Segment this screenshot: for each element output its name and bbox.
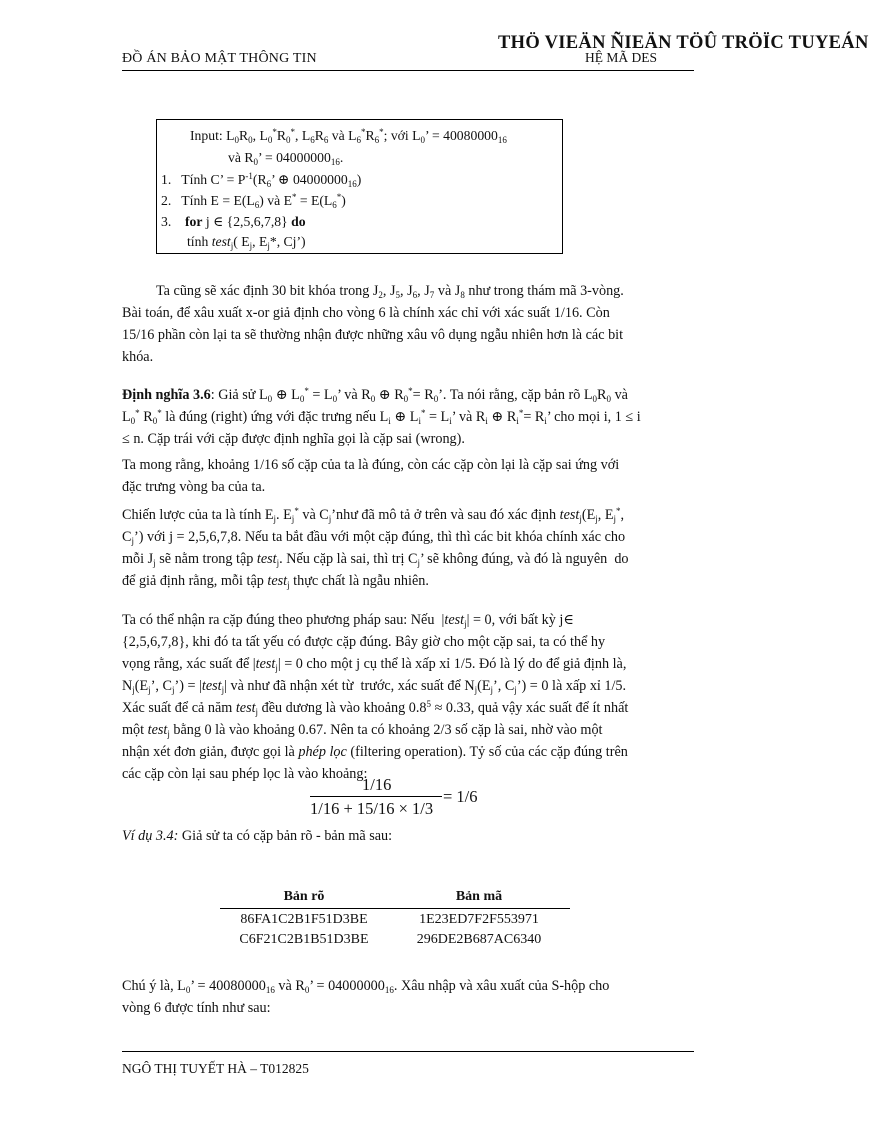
table-cell: C6F21C2B1B51D3BE xyxy=(239,932,369,947)
paragraph-5-line-5: Xác suất để cả năm test$_j$ đều dương là vào khoảng $0.8^5 \approx 0.33$, quả vậy xác suất để ít nhất xyxy=(122,699,629,717)
formula-result: = 1/6 xyxy=(443,787,478,806)
table-header-plaintext: Bản rõ xyxy=(220,889,388,909)
paragraph-1-line-3: 15/16 phần còn lại ta sẽ thường nhận được những xâu vô dụng ngẫu nhiên hơn là các bit xyxy=(122,327,624,343)
paragraph-5-line-4: $N_j(E_j$’, $C_j$’) = |test$_j$| và như đã nhận xét từ trước, xác suất để $N_j(E_j$’, $C_j’) = 0$ là xấp xỉ 1/5. xyxy=(122,678,627,695)
algorithm-step-2: 2. Tính $E = E(L_6)$ và $E^* = E(L_6^*)$ xyxy=(161,192,346,210)
paragraph-5-line-8: các cặp còn lại sau phép lọc là vào khoảng: xyxy=(122,766,368,782)
definition-line-2: $L_0^*$ $R_0^*$ là đúng (right) ứng với đặc trưng nếu $L_i$ ⊕ $L_i^* = L_i$’ và $R_i$ ⊕ $R_i^*= R_i$’ cho mọi i, 1 ≤ i xyxy=(122,408,641,426)
example-line xyxy=(122,825,392,847)
paragraph-5-line-2: {2,5,6,7,8}, khi đó ta tất yếu có được cặp đúng. Bây giờ cho một cặp sai, ta có thể hy xyxy=(122,634,606,650)
paragraph-1-line-1: Ta cũng sẽ xác định 30 bit khóa trong $J_2$, $J_5$, $J_6$, $J_7$ và $J_8$ như trong thám mã 3-vòng. xyxy=(156,283,624,300)
definition-line-3: ≤ n. Cặp trái với cặp được định nghĩa gọi là cặp sai (wrong). xyxy=(122,431,465,447)
definition-title: Định nghĩa 3.6 xyxy=(122,387,211,403)
plaintext-ciphertext-table xyxy=(220,889,570,949)
formula-fraction-bar xyxy=(310,796,442,797)
definition-line-1: Định nghĩa 3.6: Giả sử $L_0$ ⊕ $L_0^* = L_0$’ và $R_0$ ⊕ $R_0^*= R_0$’. Ta nói rằng, cặp bản rõ $L_0R_0$ và xyxy=(122,386,628,404)
table-row xyxy=(220,909,570,930)
algorithm-step-1: 1. Tính C’ = $P^{-1}(R_6$’ ⊕ $04000000_{16}$) xyxy=(161,171,362,189)
paragraph-4-line-4: để giả định rằng, mỗi tập test$_j$ thực chất là ngẫu nhiên. xyxy=(122,573,429,590)
paragraph-4-line-2: $C_j$’) với j = 2,5,6,7,8. Nếu ta bắt đầu với một cặp đúng, thì thì các bit khóa chính xác cho xyxy=(122,529,626,546)
example-text: Giả sử ta có cặp bản rõ - bản mã sau: xyxy=(178,828,393,844)
algorithm-step-3: 3. for j ∈ {2,5,6,7,8} do xyxy=(161,214,306,229)
table-cell: 1E23ED7F2F553971 xyxy=(419,912,539,927)
paragraph-5-line-3: vọng rằng, xác suất để |test$_j$| = 0 cho một j cụ thể là xấp xỉ 1/5. Đó là lý do để giả định là, xyxy=(122,656,627,673)
table-cell: 296DE2B687AC6340 xyxy=(416,932,542,947)
paragraph-1-line-2: Bài toán, để xâu xuất x-or giả định cho vòng 6 là chính xác chỉ với xác suất 1/16. Còn xyxy=(122,305,610,321)
table-cell: 86FA1C2B1F51D3BE xyxy=(240,912,368,927)
paragraph-3-line-2: đặc trưng vòng ba của ta. xyxy=(122,479,266,495)
algorithm-input-line-2: và $R_0$’ = $04000000_{16}$. xyxy=(228,150,344,167)
header-section-title: HỆ MÃ DES xyxy=(585,50,658,65)
formula-denominator: 1/16 + 15/16 × 1/3 xyxy=(310,799,434,818)
paragraph-5-line-7: nhận xét đơn giản, được gọi là phép lọc (filtering operation). Tỷ số của các cặp đúng trên xyxy=(122,744,628,760)
paragraph-1-line-4: khóa. xyxy=(122,349,154,365)
example-label: Ví dụ 3.4: xyxy=(122,828,179,844)
last-paragraph-line-1: Chú ý là, $L_0$’ = $40080000_{16}$ và $R_0$’ = $04000000_{16}$. Xâu nhập và xâu xuất của S-hộp cho xyxy=(122,978,610,995)
algorithm-box xyxy=(156,119,563,254)
table-header-ciphertext: Bản mã xyxy=(388,889,570,909)
algorithm-step-3-body: tính test$_j$( $E_j$, $E_j*$, Cj’) xyxy=(187,234,306,251)
footer-divider xyxy=(122,1051,694,1052)
paragraph-4-line-1: Chiến lược của ta là tính $E_j$. $E_j^*$ và $C_j’như$ đã mô tả ở trên và sau đó xác định $test_j(E_j$, $E_j^*$, xyxy=(122,506,625,524)
header-left-title: ĐỒ ÁN BẢO MẬT THÔNG TIN xyxy=(122,51,317,66)
header-divider xyxy=(122,70,694,71)
paragraph-5-line-1: Ta có thể nhận ra cặp đúng theo phương pháp sau: Nếu |test$_j$| = 0, với bất kỳ j∈ xyxy=(122,612,574,629)
algorithm-input-line-1: Input: $L_0R_0$, $L_0^*R_0^*$, $L_6R_6$ và $L_6^*R_6^*$; với $L_0$’ = $40080000_{16}$ xyxy=(190,127,507,145)
table-row xyxy=(220,929,570,949)
paragraph-3-line-1: Ta mong rằng, khoảng 1/16 số cặp của ta là đúng, còn các cặp còn lại là cặp sai ứng với xyxy=(122,457,620,473)
paragraph-4-line-3: mỗi $J_j$ sẽ nằm trong tập test$_j$. Nếu cặp là sai, thì trị $C_j$’ sẽ không đúng, và đó là nguyên do xyxy=(122,551,629,568)
footer-author: NGÔ THỊ TUYẾT HÀ – T012825 xyxy=(122,1061,309,1076)
last-paragraph-line-2: vòng 6 được tính như sau: xyxy=(122,1000,271,1016)
formula-numerator: 1/16 xyxy=(362,775,392,794)
paragraph-5-line-6: một test$_j$ bằng 0 là vào khoảng 0.67. Nên ta có khoảng 2/3 số cặp là sai, nhờ vào một xyxy=(122,722,603,739)
header-library-title: THÖ VIEÄN ÑIEÄN TÖÛ TRÖÏC TUYEÁN xyxy=(498,33,869,53)
